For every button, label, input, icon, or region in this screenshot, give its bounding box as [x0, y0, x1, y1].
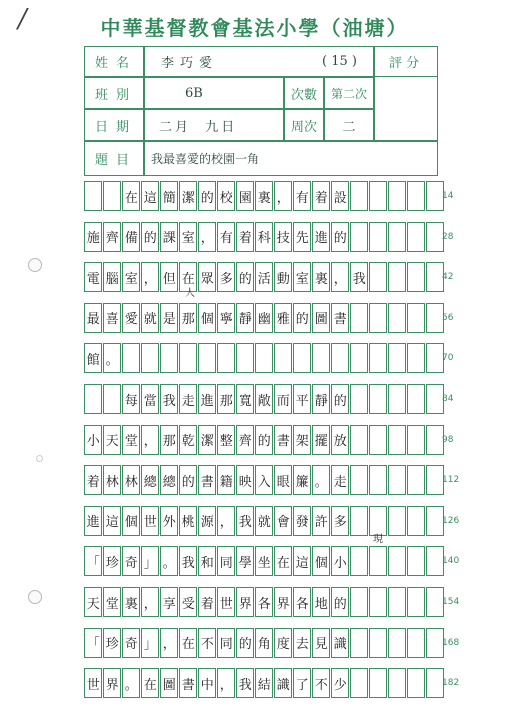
char-count: 168 — [442, 637, 460, 648]
essay-row — [84, 343, 438, 373]
essay-cell: 「 — [84, 628, 102, 658]
essay-cell — [407, 425, 425, 455]
essay-cell: ， — [198, 222, 216, 252]
essay-cell — [388, 262, 406, 292]
essay-cell: 入 — [255, 465, 273, 495]
essay-cell: 發 — [293, 506, 311, 536]
essay-cell: 結 — [255, 668, 273, 698]
essay-cell — [407, 587, 425, 617]
essay-cell: 幽 — [255, 303, 273, 333]
inserted-correction: 現 — [373, 534, 383, 545]
essay-cell: 的 — [179, 465, 197, 495]
essay-cell: 着 — [84, 465, 102, 495]
essay-cell: 備 — [122, 222, 140, 252]
essay-cell: 不 — [198, 628, 216, 658]
essay-cell — [407, 506, 425, 536]
essay-cell — [369, 465, 387, 495]
essay-cell: 放 — [331, 425, 349, 455]
essay-cell: 」 — [141, 546, 159, 576]
essay-cell: 度 — [274, 628, 292, 658]
essay-row — [84, 546, 438, 576]
essay-cell — [122, 343, 140, 373]
essay-cell: 室 — [179, 222, 197, 252]
score-label: 評分 — [374, 46, 438, 77]
essay-cell: ， — [331, 262, 349, 292]
school-title: 中華基督教會基法小學（油塘） — [100, 16, 409, 40]
essay-cell — [369, 587, 387, 617]
essay-row — [84, 181, 438, 211]
essay-cell: 桃 — [179, 506, 197, 536]
essay-cell: 愛 — [122, 303, 140, 333]
essay-cell: 園 — [236, 181, 254, 211]
essay-cell: 那 — [179, 303, 197, 333]
essay-cell: 室 — [293, 262, 311, 292]
essay-cell: 我 — [179, 546, 197, 576]
essay-cell: 多 — [331, 506, 349, 536]
essay-cell: 雅 — [274, 303, 292, 333]
essay-cell — [388, 181, 406, 211]
char-count: 182 — [442, 678, 460, 689]
essay-cell: 着 — [236, 222, 254, 252]
essay-cell: 整 — [217, 425, 235, 455]
essay-cell — [388, 587, 406, 617]
essay-cell: 識 — [274, 668, 292, 698]
essay-cell — [369, 546, 387, 576]
essay-cell: 施 — [84, 222, 102, 252]
essay-cell — [179, 343, 197, 373]
essay-cell — [255, 343, 273, 373]
essay-cell — [407, 546, 425, 576]
essay-cell: 籍 — [217, 465, 235, 495]
essay-cell: 技 — [274, 222, 292, 252]
week-label: 周次 — [284, 109, 324, 141]
essay-cell: 這 — [293, 546, 311, 576]
essay-cell: 個 — [312, 546, 330, 576]
essay-cell: 那 — [217, 384, 235, 414]
essay-cell: 潔 — [198, 425, 216, 455]
essay-cell: 着 — [312, 181, 330, 211]
essay-cell: 外 — [160, 506, 178, 536]
essay-cell: 電 — [84, 262, 102, 292]
essay-cell — [103, 181, 121, 211]
essay-cell: 裏 — [122, 587, 140, 617]
essay-cell: 腦 — [103, 262, 121, 292]
essay-cell — [388, 506, 406, 536]
essay-row — [84, 384, 438, 414]
essay-row — [84, 262, 438, 292]
essay-cell: 映 — [236, 465, 254, 495]
essay-cell: 課 — [160, 222, 178, 252]
essay-cell: 各 — [293, 587, 311, 617]
essay-cell: 裏 — [255, 181, 273, 211]
essay-cell — [388, 628, 406, 658]
essay-cell: 設 — [331, 181, 349, 211]
essay-cell — [369, 668, 387, 698]
essay-cell — [388, 668, 406, 698]
essay-cell: 進 — [312, 222, 330, 252]
essay-cell: 眾 — [198, 262, 216, 292]
essay-row — [84, 587, 438, 617]
essay-cell: 進 — [84, 506, 102, 536]
char-count: 140 — [442, 556, 460, 567]
essay-cell — [407, 303, 425, 333]
essay-cell: 擺 — [312, 425, 330, 455]
essay-cell: 我 — [236, 668, 254, 698]
essay-cell: 書 — [331, 303, 349, 333]
essay-cell — [350, 506, 368, 536]
essay-cell: 奇 — [122, 546, 140, 576]
char-count: 98 — [442, 434, 454, 445]
essay-cell: 在 — [274, 546, 292, 576]
essay-cell — [331, 343, 349, 373]
essay-cell: 進 — [198, 384, 216, 414]
essay-cell — [369, 343, 387, 373]
week-value: 二 — [324, 109, 374, 141]
essay-cell: 同 — [217, 546, 235, 576]
essay-cell: 總 — [160, 465, 178, 495]
topic-value: 我最喜愛的校園一角 — [144, 141, 438, 176]
essay-cell: 每 — [122, 384, 140, 414]
essay-row — [84, 465, 438, 495]
essay-cell: 有 — [217, 222, 235, 252]
essay-row — [84, 668, 438, 698]
essay-cell: 有 — [293, 181, 311, 211]
essay-cell: 那 — [160, 425, 178, 455]
essay-cell: 堂 — [103, 587, 121, 617]
essay-cell: 裏 — [312, 262, 330, 292]
essay-cell: 眼 — [274, 465, 292, 495]
essay-cell: 這 — [103, 506, 121, 536]
essay-cell: 我 — [350, 262, 368, 292]
essay-cell: 書 — [179, 668, 197, 698]
essay-cell: 許 — [312, 506, 330, 536]
essay-cell: 。 — [160, 546, 178, 576]
essay-cell: 動 — [274, 262, 292, 292]
essay-cell: 着 — [198, 587, 216, 617]
essay-cell: 當 — [141, 384, 159, 414]
name-value: 李巧愛 — [161, 56, 219, 71]
essay-cell — [350, 587, 368, 617]
essay-cell — [407, 384, 425, 414]
essay-cell: 寬 — [236, 384, 254, 414]
essay-cell: 靜 — [236, 303, 254, 333]
essay-cell: 坐 — [255, 546, 273, 576]
essay-cell: 齊 — [236, 425, 254, 455]
score-box — [374, 77, 438, 141]
essay-cell — [350, 181, 368, 211]
essay-cell — [312, 343, 330, 373]
topic-label: 題目 — [84, 141, 144, 176]
char-count: 126 — [442, 515, 460, 526]
essay-cell: 了 — [293, 668, 311, 698]
essay-cell — [388, 546, 406, 576]
essay-cell: 在 — [122, 181, 140, 211]
essay-cell: ， — [217, 506, 235, 536]
date-label: 日期 — [84, 109, 144, 141]
essay-cell: 活 — [255, 262, 273, 292]
paper-dot — [36, 455, 43, 462]
essay-cell: 小 — [331, 546, 349, 576]
essay-cell — [160, 343, 178, 373]
essay-cell — [369, 628, 387, 658]
essay-cell: 走 — [179, 384, 197, 414]
essay-cell: 最 — [84, 303, 102, 333]
essay-cell — [388, 465, 406, 495]
essay-row — [84, 506, 438, 536]
essay-cell — [388, 303, 406, 333]
essay-cell: 個 — [122, 506, 140, 536]
essay-cell: ， — [141, 262, 159, 292]
essay-cell — [369, 181, 387, 211]
essay-cell: 我 — [236, 506, 254, 536]
essay-cell — [350, 628, 368, 658]
essay-cell: 敞 — [255, 384, 273, 414]
essay-cell: 堂 — [122, 425, 140, 455]
date-value: 二月 九日 — [144, 109, 284, 141]
essay-cell: 去 — [293, 628, 311, 658]
essay-cell: 的 — [293, 303, 311, 333]
essay-cell: 地 — [312, 587, 330, 617]
essay-cell: 靜 — [312, 384, 330, 414]
essay-cell: 在 — [179, 628, 197, 658]
essay-cell: 。 — [103, 343, 121, 373]
essay-cell: 個 — [198, 303, 216, 333]
essay-cell: 我 — [160, 384, 178, 414]
essay-cell — [84, 181, 102, 211]
essay-cell: 喜 — [103, 303, 121, 333]
insertion-caret: 人 — [185, 288, 195, 299]
binder-hole-bottom — [28, 590, 42, 604]
essay-cell — [350, 546, 368, 576]
essay-cell: 界 — [103, 668, 121, 698]
essay-cell: 書 — [198, 465, 216, 495]
attempt-label: 次數 — [284, 77, 324, 109]
essay-cell: 受 — [179, 587, 197, 617]
essay-cell: 珍 — [103, 628, 121, 658]
essay-cell: ， — [141, 425, 159, 455]
essay-cell: 和 — [198, 546, 216, 576]
essay-cell: 的 — [255, 425, 273, 455]
essay-cell — [407, 181, 425, 211]
essay-cell: 。 — [122, 668, 140, 698]
essay-cell — [293, 343, 311, 373]
essay-cell: 是 — [160, 303, 178, 333]
essay-cell — [236, 343, 254, 373]
char-count: 84 — [442, 394, 454, 404]
char-count: 28 — [442, 231, 454, 242]
essay-cell: 就 — [255, 506, 273, 536]
essay-cell: 的 — [141, 222, 159, 252]
essay-cell: 簡 — [160, 181, 178, 211]
essay-cell — [369, 303, 387, 333]
essay-cell: 小 — [84, 425, 102, 455]
essay-cell: 天 — [103, 425, 121, 455]
essay-cell: 的 — [236, 262, 254, 292]
essay-cell: 而 — [274, 384, 292, 414]
essay-row — [84, 303, 438, 333]
essay-cell: 享 — [160, 587, 178, 617]
essay-cell — [407, 628, 425, 658]
essay-cell: 界 — [274, 587, 292, 617]
corner-pen-mark: / — [18, 4, 27, 34]
essay-cell: ， — [160, 628, 178, 658]
essay-cell — [350, 384, 368, 414]
essay-cell — [388, 425, 406, 455]
essay-cell: 林 — [103, 465, 121, 495]
essay-cell: 天 — [84, 587, 102, 617]
essay-cell: 齊 — [103, 222, 121, 252]
essay-cell: 。 — [312, 465, 330, 495]
essay-cell: 中 — [198, 668, 216, 698]
essay-cell: 界 — [236, 587, 254, 617]
char-count: 154 — [442, 597, 460, 607]
essay-cell: 科 — [255, 222, 273, 252]
essay-cell: 見 — [312, 628, 330, 658]
essay-cell: 的 — [236, 628, 254, 658]
essay-cell: 會 — [274, 506, 292, 536]
essay-cell: 潔 — [179, 181, 197, 211]
essay-cell: 多 — [217, 262, 235, 292]
essay-cell: 奇 — [122, 628, 140, 658]
essay-cell: 乾 — [179, 425, 197, 455]
essay-cell — [350, 303, 368, 333]
char-count: 14 — [442, 191, 454, 201]
essay-cell — [369, 262, 387, 292]
essay-cell: 林 — [122, 465, 140, 495]
essay-cell — [350, 343, 368, 373]
essay-cell — [350, 222, 368, 252]
essay-cell — [198, 343, 216, 373]
essay-cell — [407, 262, 425, 292]
essay-cell: 不 — [312, 668, 330, 698]
essay-cell: 總 — [141, 465, 159, 495]
essay-cell: 學 — [236, 546, 254, 576]
class-label: 班別 — [84, 77, 144, 109]
essay-cell: 校 — [217, 181, 235, 211]
essay-cell: 但 — [160, 262, 178, 292]
essay-cell: ， — [274, 181, 292, 211]
essay-cell: 寧 — [217, 303, 235, 333]
essay-cell: 就 — [141, 303, 159, 333]
essay-cell: 識 — [331, 628, 349, 658]
essay-cell — [350, 668, 368, 698]
essay-cell: 角 — [255, 628, 273, 658]
essay-cell — [274, 343, 292, 373]
essay-cell: 圖 — [312, 303, 330, 333]
essay-cell: 的 — [331, 587, 349, 617]
essay-cell: 「 — [84, 546, 102, 576]
student-number: ( 15 ) — [322, 54, 357, 69]
essay-cell: 世 — [84, 668, 102, 698]
essay-cell — [350, 425, 368, 455]
char-count: 112 — [442, 475, 460, 486]
essay-cell: 先 — [293, 222, 311, 252]
essay-cell: 源 — [198, 506, 216, 536]
essay-cell: 世 — [217, 587, 235, 617]
essay-cell: 這 — [141, 181, 159, 211]
essay-cell: 的 — [331, 222, 349, 252]
essay-cell: 少 — [331, 668, 349, 698]
essay-cell: 室 — [122, 262, 140, 292]
essay-row — [84, 425, 438, 455]
essay-cell: 珍 — [103, 546, 121, 576]
essay-cell — [388, 384, 406, 414]
essay-row — [84, 628, 438, 658]
essay-cell: 走 — [331, 465, 349, 495]
essay-cell: 各 — [255, 587, 273, 617]
essay-cell — [407, 668, 425, 698]
essay-cell — [103, 384, 121, 414]
essay-cell — [407, 465, 425, 495]
essay-cell: ， — [141, 587, 159, 617]
essay-cell: 圖 — [160, 668, 178, 698]
essay-cell: 平 — [293, 384, 311, 414]
essay-cell — [407, 222, 425, 252]
header-table — [84, 46, 438, 176]
essay-cell — [369, 384, 387, 414]
name-cell — [144, 46, 374, 77]
essay-cell: 同 — [217, 628, 235, 658]
essay-cell: 的 — [331, 384, 349, 414]
essay-cell — [141, 343, 159, 373]
essay-cell — [84, 384, 102, 414]
binder-hole-top — [28, 258, 42, 272]
essay-cell: 的 — [198, 181, 216, 211]
char-count: 56 — [442, 312, 454, 323]
name-label: 姓名 — [84, 46, 144, 77]
essay-cell: 館 — [84, 343, 102, 373]
attempt-value: 第二次 — [324, 77, 374, 109]
essay-cell — [388, 222, 406, 252]
essay-cell: 在 — [141, 668, 159, 698]
essay-cell: 世 — [141, 506, 159, 536]
essay-cell — [407, 343, 425, 373]
essay-cell — [369, 222, 387, 252]
char-count: 42 — [442, 272, 454, 283]
char-count: 70 — [442, 353, 454, 364]
essay-cell — [217, 343, 235, 373]
essay-cell: ， — [217, 668, 235, 698]
essay-cell — [388, 343, 406, 373]
essay-row — [84, 222, 438, 252]
essay-cell — [350, 465, 368, 495]
essay-cell: 書 — [274, 425, 292, 455]
essay-cell: 在 — [179, 262, 197, 292]
essay-cell: 簾 — [293, 465, 311, 495]
class-value: 6B — [144, 77, 284, 109]
essay-cell — [369, 425, 387, 455]
essay-cell: 」 — [141, 628, 159, 658]
essay-cell: 架 — [293, 425, 311, 455]
